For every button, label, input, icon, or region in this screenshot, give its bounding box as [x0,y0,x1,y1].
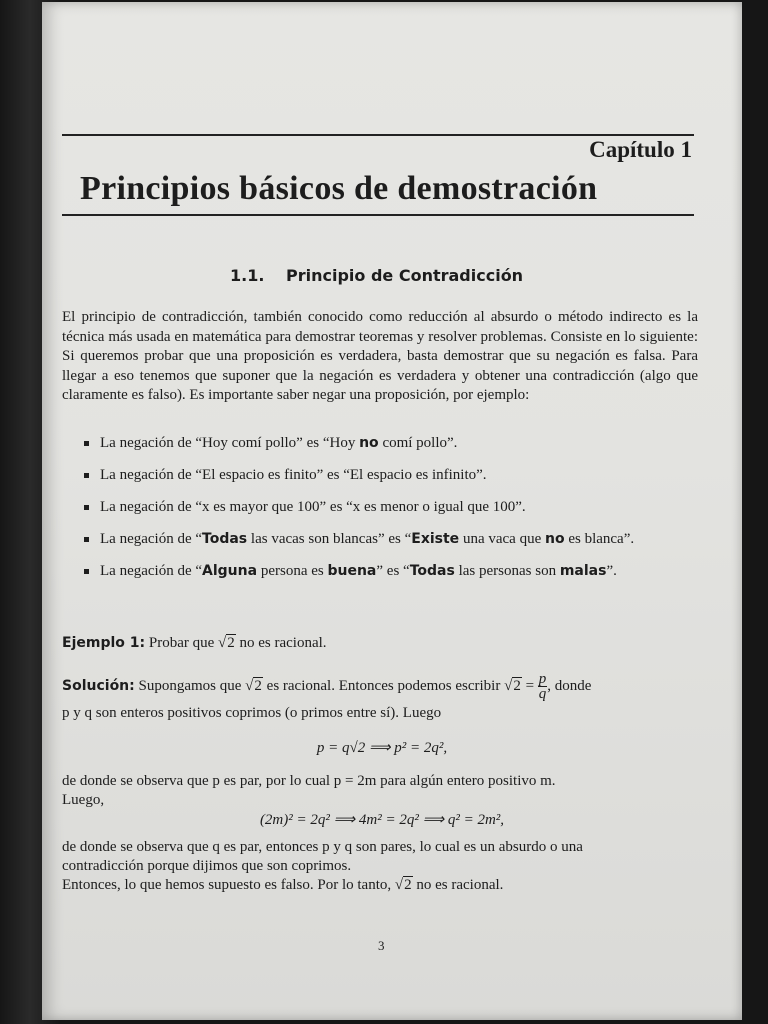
book-page [42,2,742,1020]
solution-label: Solución: [62,677,135,694]
fraction: $\frac{p}{q}$ [538,671,547,702]
bottom-rule [62,214,694,216]
list-item: La negación de “Hoy comí pollo” es “Hoy no comí pollo”. [82,434,698,452]
bullet-square-icon [84,441,89,446]
solution-line-2: p y q son enteros positivos coprimos (o primos entre sí). Luego [62,705,442,721]
bullet-square-icon [84,505,89,510]
bullet-square-icon [84,569,89,574]
top-rule [62,134,694,136]
chapter-label: Capítulo 1 [589,137,692,162]
section-heading [230,266,523,285]
list-item: La negación de “El espacio es finito” es “El espacio es infinito”. [82,466,698,484]
bullet-square-icon [84,473,89,478]
solution-line-7: Entonces, lo que hemos supuesto es falso. Por lo tanto, √2 no es racional. [62,877,504,893]
example-label: Ejemplo 1: [62,635,146,651]
sqrt-expression: √2 [394,877,412,893]
list-item: La negación de “Alguna persona es buena” es “Todas las personas son malas”. [82,562,698,580]
sqrt-expression: √2 [245,677,262,694]
list-item: La negación de “Todas las vacas son blancas” es “Existe una vaca que no es blanca”. [82,530,698,548]
intro-paragraph: El principio de contradicción, también conocido como reducción al absurdo o método indirecto es la técnica más usada en matemática para demostrar teoremas y resolver problemas. Consiste en lo siguiente: Si queremos probar que una proposición es verdadera, basta demostrar que su negación es falsa. Para llegar a eso tenemos que suponer que la negación es verdadera y obtener una contradicción (algo que claramente es falso). Es importante saber negar una proposición, por ejemplo: [62,309,698,403]
sqrt-expression: √2 [504,677,521,694]
page-number: 3 [378,938,385,953]
section-title: Principio de Contradicción [286,266,524,285]
equation-2: (2m)² = 2q² ⟹ 4m² = 2q² ⟹ q² = 2m², [259,812,505,828]
solution-line-6: contradicción porque dijimos que son coprimos. [62,858,352,874]
section-number: 1.1. [230,266,265,285]
solution-line-1: Solución: Supongamos que √2 es racional. Entonces podemos escribir √2 = $\frac{p}{q}$ , donde [62,671,592,702]
bullet-square-icon [84,537,89,542]
solution-line-3: de donde se observa que p es par, por lo cual p = 2m para algún entero positivo m. [62,773,556,789]
equation-1: p = q√2 ⟹ p² = 2q², [316,740,448,756]
chapter-title: Principios básicos de demostración [80,170,598,207]
solution-line-5: de donde se observa que q es par, entonces p y q son pares, lo cual es un absurdo o una [62,839,583,855]
negation-list [82,434,698,594]
example-statement: Ejemplo 1: Probar que √2 no es racional. [62,635,327,651]
sqrt-expression: √2 [218,635,235,651]
list-item: La negación de “x es mayor que 100” es “x es menor o igual que 100”. [82,498,698,516]
solution-line-4: Luego, [62,792,105,808]
